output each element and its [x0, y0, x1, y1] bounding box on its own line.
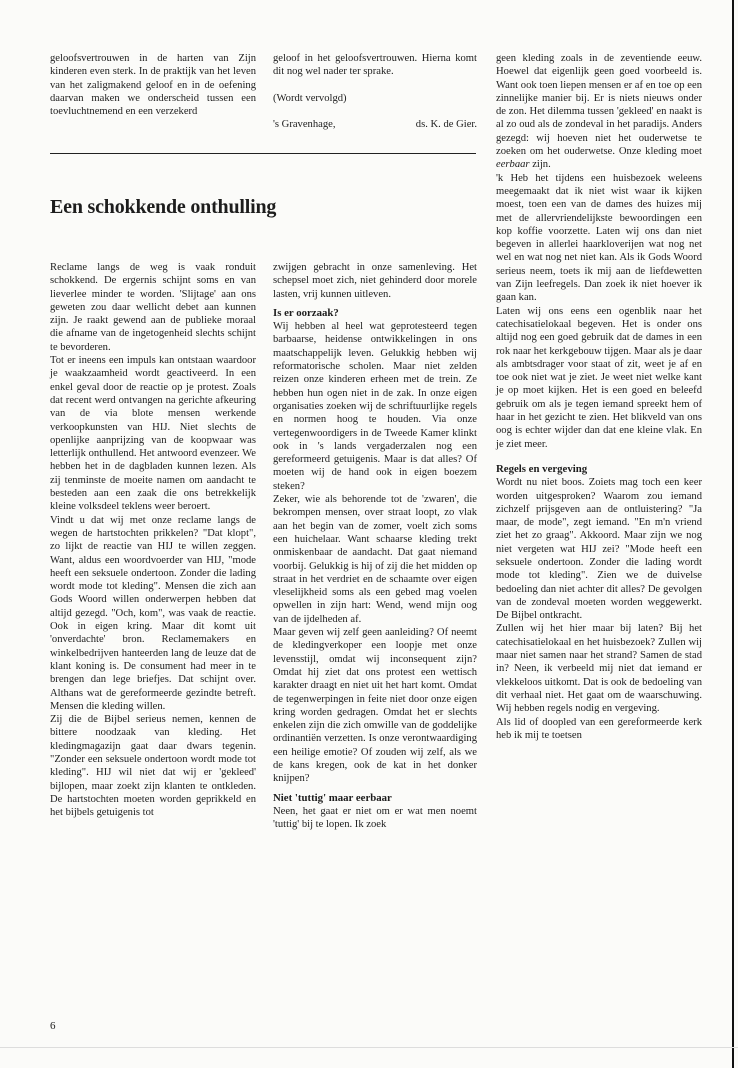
subheading: Regels en vergeving — [496, 462, 588, 475]
paragraph: Vindt u dat wij met onze reclame langs de wegen de hartstochten prikkelen? "Dat klopt", zo lijkt de reactie van HIJ te willen zeggen. Want, aldus een woordvoerder van HIJ, "mode heeft een seksuele ondertoon. Zonder die lading wordt mode tot kleding". Mensen die zich aan Gods Woord willen onderwerpen hebben dat altijd gezegd. "Och, kom", was vaak de reactie. Ook in eigen kring. Maar dit komt uit 'onverdachte' bron. Reclamemakers en winkelbedrijven hanteerden lang de leuze dat de klant koning is. De consument had meer in te brengen dan lege briefjes. Dat schijnt over. Althans wat de gereformeerde gezindte betreft. Mensen die kleding willen. — [50, 514, 256, 712]
subheading: Is er oorzaak? — [273, 306, 339, 319]
paragraph: Maar geven wij zelf geen aanleiding? Of neemt de kledingverkoper een loopje met onze levensstijl, omdat wij inconsequent zijn? Omdat hij ziet dat ons protest een wettisch karakter draagt en niet uit het hart komt. Omdat de tegenwerpingen in feite niet door onze eigen kring worden gedragen. Omdat het er slechts enkelen zijn die zich omwille van de goddelijke ordinantiën verzetten. Is onze verontwaardiging een heilige emotie? Of zouden wij zelf, als we de kans kregen, ook de kat in het donker knijpen? — [273, 627, 477, 785]
continued-article-col1 — [50, 52, 256, 118]
paragraph: Zeker, wie als behorende tot de 'zwaren', die bekrompen mensen, over straat loopt, zo vlak aan het begin van de zomer, voelt zich soms een huichelaar. Want schaarse kleding trekt onmiskenbaar de aandacht. Dat gaat niemand voorbij. Gelukkig is hij of zij die het midden op straat in het verdriet en de schaamte over eigen vleselijkheid soms als een gebed mag voelen opwellen in zijn hart: Wend, wend mijn oog van de ijdelheden af. — [273, 494, 477, 625]
paragraph: zwijgen gebracht in onze samenleving. Het schepsel moet zich, niet gehinderd door morele lasten, vrij kunnen uitleven. — [273, 262, 477, 300]
signoff — [273, 118, 477, 131]
paragraph: Wordt nu niet boos. Zoiets mag toch een keer worden uitgesproken? Waarom zou iemand zichzelf prijsgeven aan de ontluistering? "Ja maar, de mode", zegt iemand. "En m'n vriend ziet het zo graag". Akkoord. Maar zijn we nog niet vergeten wat HIJ zei? "Mode heeft een seksuele ondertoon. Zonder die lading wordt mode tot kleding". Zien we de duivelse bedoeling dan niet achter dit alles? De gevolgen van de zondeval moeten worden weggewerkt. De Bijbel ontkracht. — [496, 477, 702, 622]
paragraph: geen kleding zoals in de zeventiende eeuw. Hoewel dat eigenlijk geen goed voorbeeld is. Want ook toen liepen mensen er af en toe op een zinnelijke manier bij. Er is niets nieuws onder de zon. Het dilemma tussen 'gekleed' en naakt is al zo oud als de zondeval in het paradijs. Anders gezegd: wij hoeven niet het ouderwetse te zoeken om het ouderwetse. Onze kleding moet eerbaar zijn. — [496, 53, 702, 171]
page-number: 6 — [50, 1020, 56, 1032]
article-col3 — [496, 52, 702, 742]
paragraph: Zullen wij het hier maar bij laten? Bij het catechisatielokaal en het huisbezoek? Zullen wij maar niet samen naar het strand? Samen de stad in? Neen, ik verbeeld mij niet dat iemand er vlekkeloos uitkomt. Dat is ook de bedoeling van dit verhaal niet. Het gaat om de waarschuwing. Wij hebben regels nodig en vergeving. — [496, 623, 702, 715]
section-divider — [50, 153, 476, 154]
emphasis: eerbaar — [496, 159, 530, 171]
paragraph: Als lid of doopled van een gereformeerde kerk heb ik mij te toetsen — [496, 716, 702, 741]
continued-text: geloofsvertrouwen in de harten van Zijn kinderen even sterk. In de praktijk van het leven van het zaligmakend geloof en in de oefening daarvan maken we onderscheid tussen een toevluchtnemend en een verzekerd — [50, 53, 256, 118]
page-edge — [732, 0, 734, 1068]
paragraph: Wij hebben al heel wat geprotesteerd tegen barbaarse, heidense ontwikkelingen in ons maatschappelijk leven. Gelukkig hebben wij reformatorische scholen. Maar niet zelden reizen onze kinderen erheen met de trein. Ze hebben hun ogen niet in de zak. In onze eigen organisaties zoeken wij de schriftuurlijke regels en normen hoog te houden. Via onze vertegenwoordigers in de Tweede Kamer klinkt ook in 's lands vergaderzalen nog een gereformeerd getuigenis. Maar is dat alles? Of moeten wij de hand ook in eigen boezem steken? — [273, 321, 477, 492]
paragraph: Reclame langs de weg is vaak ronduit schokkend. De ergernis schijnt soms en van lieverlee minder te worden. 'Slijtage' aan ons geweten zou daar wellicht debet aan kunnen zijn. Je raakt gewend aan de publieke moraal die afname van de ingetogenheid slechts schijnt te bevorderen. — [50, 262, 256, 353]
article-title: Een schokkende onthulling — [50, 196, 277, 218]
continued-article-col2 — [273, 52, 477, 131]
page-edge — [0, 1047, 738, 1048]
paragraph: Neen, het gaat er niet om er wat men noemt 'tuttig' bij te lopen. Ik zoek — [273, 805, 477, 831]
paragraph: 'k Heb het tijdens een huisbezoek weleens meegemaakt dat ik niet wist waar ik kijken moest, toen een van de dames des huizes mij met de allervriendelijkste bewoordingen een kop koffie voorzette. Laten wij ons dan niet begeven in allerlei haarkloverijen wat nog net wel en wat nog net niet kan. Als ik Gods Woord serieus neem, toets ik mij aan de liefdewetten van Zijn leefregels. Dan zoek ik niet hoever ik gaan kan. — [496, 172, 702, 304]
paragraph: Tot er ineens een impuls kan ontstaan waardoor je waakzaamheid wordt geactiveerd. In een enkel geval door de reactie op je protest. Zoals dat recent werd ontvangen na gerichte afkeuring van de via blote mensen werkende verkoopkunsten van HIJ. Niet slechts de openlijke aanprijzing van de koopwaar was letterlijk onthullend. Het antwoord evenzeer. We hebben het in de dagbladen kunnen lezen. Als zij tenminste de moeite namen om aandacht te besteden aan een zaak die ons betrekkelijk kleine volksdeel teklens weer beroert. — [50, 355, 256, 513]
article-col2 — [273, 261, 477, 831]
paragraph: Laten wij ons eens een ogenblik naar het catechisatielokaal begeven. Het is onder ons altijd nog een goed gebruik dat de dames in een rok naar het kerkgebouw tijgen. Maar als je daar als ambtsdrager voor staat of zit, weet je af en toe ook niet wat je ziet. Je weet niet welke kant je op moet kijken. Het is een goed en beleefd gebruik om als je tegen iemand spreekt hem of haar in het gezicht te zien. Het blikveld van ons oog is echter wijder dan dat ene kleine vlak. En je ziet meer. — [496, 305, 702, 450]
place: 's Gravenhage, — [273, 118, 336, 130]
to-be-continued: (Wordt vervolgd) — [273, 92, 347, 104]
article-col1 — [50, 261, 256, 819]
paragraph: Zij die de Bijbel serieus nemen, kennen de bittere noodzaak van kleding. Het kledingmagazijn gaat daar dwars tegenin. "Zonder een seksuele ondertoon wordt mode tot kleding". HIJ wil niet dat wij er 'gekleed' bijlopen, maar zoekt zijn klanten te ontkleden. De hartstochten moeten worden geprikkeld en het bijbels getuigenis tot — [50, 714, 256, 819]
author: ds. K. de Gier. — [415, 118, 477, 130]
subheading: Niet 'tuttig' maar eerbaar — [273, 791, 392, 804]
continued-text: geloof in het geloofsvertrouwen. Hierna komt dit nog wel nader ter sprake. — [273, 53, 477, 78]
